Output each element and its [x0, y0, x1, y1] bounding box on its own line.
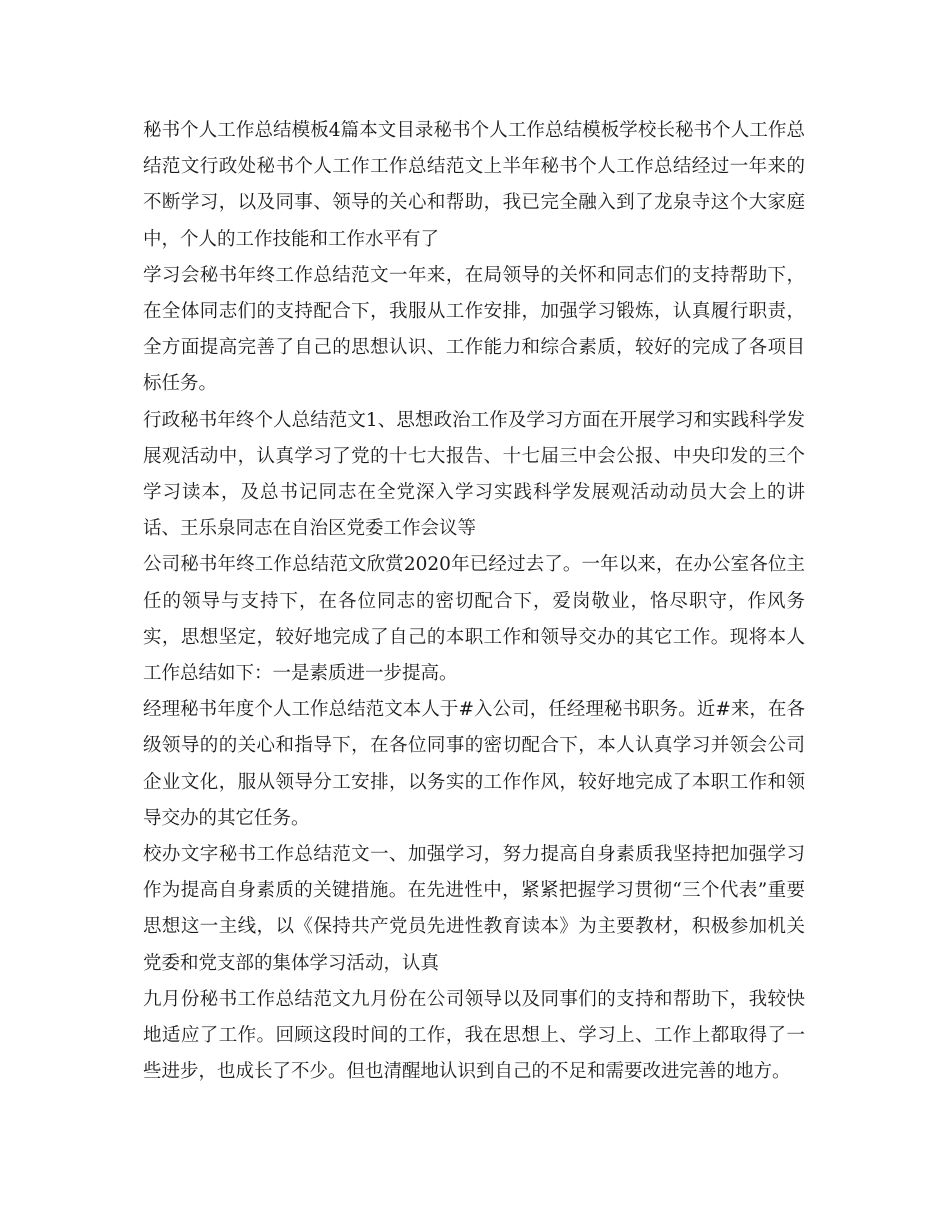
document-body	[143, 113, 805, 1090]
paragraph-7: 九月份秘书工作总结范文九月份在公司领导以及同事们的支持和帮助下，我较快地适应了工作。回顾这段时间的工作，我在思想上、学习上、工作上都取得了一些进步，也成长了不少。但也清醒地认识到自己的不足和需要改进完善的地方。	[143, 988, 805, 1083]
paragraph-1: 秘书个人工作总结模板4篇本文目录秘书个人工作总结模板学校长秘书个人工作总结范文行政处秘书个人工作工作总结范文上半年秘书个人工作总结经过一年来的不断学习，以及同事、领导的关心和帮助，我已完全融入到了龙泉寺这个大家庭中，个人的工作技能和工作水平有了	[143, 120, 805, 250]
paragraph-4: 公司秘书年终工作总结范文欣赏2020年已经过去了。一年以来，在办公室各位主任的领导与支持下，在各位同志的密切配合下，爱岗敬业，恪尽职守，作风务实，思想坚定，较好地完成了自己的本职工作和领导交办的其它工作。现将本人工作总结如下：一是素质进一步提高。	[143, 554, 805, 685]
paragraph-2: 学习会秘书年终工作总结范文一年来，在局领导的关怀和同志们的支持帮助下，在全体同志们的支持配合下，我服从工作安排，加强学习锻炼，认真履行职责，全方面提高完善了自己的思想认识、工作能力和综合素质，较好的完成了各项目标任务。	[143, 264, 805, 395]
paragraph-5: 经理秘书年度个人工作总结范文本人于#入公司，任经理秘书职务。近#来，在各级领导的的关心和指导下，在各位同事的密切配合下，本人认真学习并领会公司企业文化，服从领导分工安排，以务实的工作作风，较好地完成了本职工作和领导交办的其它任务。	[143, 699, 805, 829]
paragraph-6: 校办文字秘书工作总结范文一、加强学习，努力提高自身素质我坚持把加强学习作为提高自身素质的关键措施。在先进性中，紧紧把握学习贯彻“三个代表”重要思想这一主线，以《保持共产党员先进性教育读本》为主要教材，积极参加机关党委和党支部的集体学习活动，认真	[143, 844, 805, 974]
paragraph-3: 行政秘书年终个人总结范文1、思想政治工作及学习方面在开展学习和实践科学发展观活动中，认真学习了党的十七大报告、十七届三中会公报、中央印发的三个学习读本，及总书记同志在全党深入学习实践科学发展观活动动员大会上的讲话、王乐泉同志在自治区党委工作会议等	[143, 409, 805, 540]
